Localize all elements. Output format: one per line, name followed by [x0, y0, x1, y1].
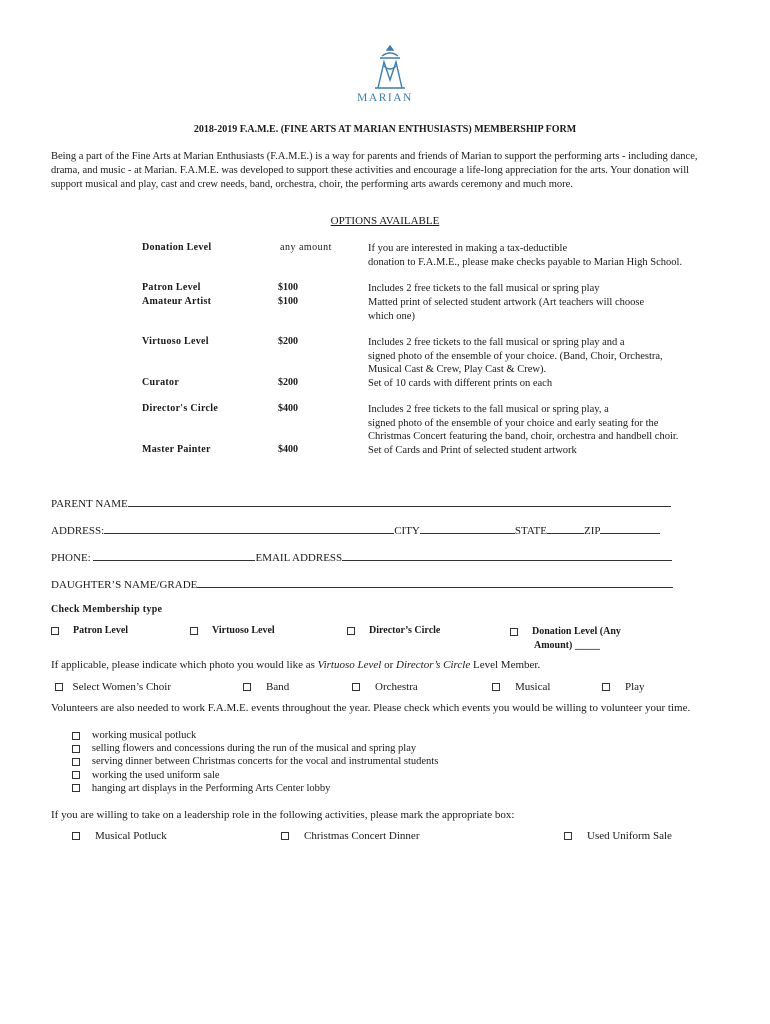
- photo-option-label: Play: [625, 681, 645, 693]
- level-desc-line: Includes 2 free tickets to the fall musical or spring play and a: [368, 337, 625, 348]
- level-desc-line: If you are interested in making a tax-deductible: [368, 243, 568, 254]
- intro-paragraph: Being a part of the Fine Arts at Marian Enthusiasts (F.A.M.E.) is a way for parents and friends of Marian to support the performing arts - including dance, drama, and music - at Marian. F.A.M.E. was developed to support these activities and encourage a life-long appreciation for the arts. Your donation will support musical and play, cast and crew needs, band, orchestra, choir, the performing arts awards ceremony and much more.: [51, 151, 698, 190]
- volunteer-item-label: hanging art displays in the Performing Arts Center lobby: [91, 782, 331, 794]
- leadership-prompt: If you are willing to take on a leadership role in the following activities, please mark the appropriate box:: [51, 809, 515, 821]
- level-amount: $100: [278, 296, 298, 307]
- photo-prompt-text: If applicable, please indicate which photo you would like as: [51, 659, 318, 671]
- photo-prompt-directors: Director’s Circle: [396, 659, 471, 671]
- city-field[interactable]: [420, 522, 515, 534]
- address-row: [51, 522, 681, 537]
- level-desc: [368, 282, 600, 296]
- checkbox[interactable]: [243, 683, 251, 691]
- daughter-label: DAUGHTER’S NAME/GRADE: [51, 579, 198, 591]
- volunteer-item-label: serving dinner between Christmas concerts for the vocal and instrumental students: [91, 756, 439, 768]
- checkbox[interactable]: [72, 784, 80, 792]
- volunteer-item-label: working musical potluck: [91, 730, 197, 741]
- zip-label: ZIP: [583, 525, 601, 537]
- volunteer-item-label: selling flowers and concessions during the run of the musical and spring play: [91, 743, 417, 755]
- volunteer-item[interactable]: [72, 742, 438, 755]
- checkbox[interactable]: [72, 771, 80, 779]
- photo-option-band[interactable]: [243, 681, 289, 693]
- photo-option-label: Musical: [515, 681, 551, 693]
- leadership-option-label: Christmas Concert Dinner: [304, 830, 420, 842]
- volunteer-prompt: Volunteers are also needed to work F.A.M.E. events throughout the year. Please check which events you would be willing to volunteer your time.: [51, 702, 691, 714]
- volunteer-item[interactable]: [72, 769, 438, 782]
- address-field[interactable]: [104, 522, 394, 534]
- level-desc-line: Set of 10 cards with different prints on each: [368, 378, 553, 389]
- photo-prompt-text: Level Member.: [470, 659, 541, 671]
- address-label: ADDRESS:: [51, 525, 105, 537]
- membership-option-label: Virtuoso Level: [212, 625, 275, 636]
- state-field[interactable]: [547, 522, 584, 534]
- level-desc: [368, 296, 644, 323]
- photo-prompt-text: or: [381, 659, 396, 671]
- level-desc-line: Matted print of selected student artwork (Art teachers will choose: [368, 297, 645, 308]
- checkbox[interactable]: [72, 832, 80, 840]
- photo-option-label: Orchestra: [375, 681, 418, 693]
- level-desc: [368, 242, 682, 269]
- membership-heading: Check Membership type: [51, 604, 163, 615]
- level-desc-line: Set of Cards and Print of selected student artwork: [368, 445, 577, 456]
- email-label: EMAIL ADDRESS: [255, 552, 343, 564]
- membership-option-patron[interactable]: [51, 625, 128, 636]
- level-desc-line: signed photo of the ensemble of your choice and early seating for the: [368, 417, 659, 429]
- level-desc-line: donation to F.A.M.E., please make checks payable to Marian High School.: [368, 256, 683, 268]
- volunteer-item[interactable]: [72, 782, 438, 795]
- form-title: 2018-2019 F.A.M.E. (FINE ARTS AT MARIAN ENTHUSIASTS) MEMBERSHIP FORM: [193, 124, 577, 135]
- parent-name-field[interactable]: [128, 495, 671, 507]
- level-amount: $200: [278, 336, 298, 347]
- level-name: Master Painter: [142, 444, 211, 455]
- level-amount: $100: [278, 282, 298, 293]
- photo-prompt: [51, 659, 540, 671]
- checkbox[interactable]: [510, 628, 518, 636]
- volunteer-item[interactable]: [72, 729, 438, 742]
- phone-row: [51, 549, 681, 564]
- options-title: OPTIONS AVAILABLE: [330, 215, 440, 227]
- leadership-option-potluck[interactable]: [72, 830, 167, 842]
- level-name: Director's Circle: [142, 403, 219, 414]
- membership-option-label: Patron Level: [73, 625, 129, 636]
- checkbox[interactable]: [281, 832, 289, 840]
- city-label: CITY: [394, 525, 420, 537]
- membership-option-label: Director’s Circle: [369, 625, 441, 636]
- daughter-field[interactable]: [197, 576, 673, 588]
- level-desc: [368, 377, 552, 391]
- volunteer-item[interactable]: [72, 755, 438, 768]
- email-field[interactable]: [342, 549, 672, 561]
- level-name: Curator: [142, 377, 180, 388]
- membership-option-label-line2: Amount) _____: [534, 640, 600, 651]
- membership-option-directors[interactable]: [347, 625, 440, 636]
- level-name: Patron Level: [142, 282, 201, 293]
- volunteer-item-label: working the used uniform sale: [91, 769, 220, 781]
- zip-field[interactable]: [600, 522, 660, 534]
- level-desc: [368, 444, 577, 458]
- membership-option-donation[interactable]: [510, 625, 621, 653]
- checkbox[interactable]: [72, 758, 80, 766]
- level-amount: $200: [278, 377, 298, 388]
- level-desc-line: Includes 2 free tickets to the fall musical or spring play, a: [368, 404, 609, 415]
- photo-option-orchestra[interactable]: [352, 681, 418, 693]
- checkbox[interactable]: [72, 745, 80, 753]
- photo-option-label: Band: [266, 681, 290, 693]
- checkbox[interactable]: [190, 627, 198, 635]
- level-desc: [368, 336, 663, 377]
- logo-text: MARIAN: [357, 92, 413, 104]
- daughter-row: [51, 576, 681, 591]
- level-name: Donation Level: [142, 242, 212, 253]
- membership-option-virtuoso[interactable]: [190, 625, 275, 636]
- level-desc-line: Includes 2 free tickets to the fall musical or spring play: [368, 283, 600, 294]
- leadership-option-label: Used Uniform Sale: [587, 830, 672, 842]
- photo-option-play[interactable]: [602, 681, 645, 693]
- level-amount: $400: [278, 444, 298, 455]
- photo-option-musical[interactable]: [492, 681, 550, 693]
- leadership-option-dinner[interactable]: [281, 830, 419, 842]
- leadership-option-label: Musical Potluck: [95, 830, 167, 842]
- checkbox[interactable]: [602, 683, 610, 691]
- phone-field[interactable]: [93, 549, 255, 561]
- level-desc-line: Christmas Concert featuring the band, choir, orchestra and handbell choir.: [368, 431, 679, 443]
- membership-option-label: Donation Level (Any: [532, 626, 621, 637]
- parent-name-label: PARENT NAME: [51, 498, 128, 510]
- checkbox[interactable]: [564, 832, 572, 840]
- photo-option-label: Select Women’s Choir: [72, 681, 172, 693]
- level-amount: $400: [278, 403, 298, 414]
- leadership-option-uniform[interactable]: [564, 830, 672, 842]
- level-desc: [368, 403, 678, 444]
- photo-prompt-virtuoso: Virtuoso Level: [317, 659, 382, 671]
- checkbox[interactable]: [492, 683, 500, 691]
- volunteer-list: [72, 729, 438, 795]
- checkbox[interactable]: [51, 627, 59, 635]
- checkbox[interactable]: [72, 732, 80, 740]
- level-desc-line: which one): [368, 310, 415, 322]
- photo-option-choir[interactable]: [55, 681, 171, 693]
- level-desc-line: signed photo of the ensemble of your choice. (Band, Choir, Orchestra,: [368, 350, 663, 362]
- level-desc-line: Musical Cast & Crew, Play Cast & Crew).: [368, 364, 547, 376]
- phone-label: PHONE:: [51, 552, 91, 564]
- level-amount: any amount: [280, 242, 332, 253]
- checkbox[interactable]: [55, 683, 63, 691]
- checkbox[interactable]: [352, 683, 360, 691]
- checkbox[interactable]: [347, 627, 355, 635]
- level-name: Amateur Artist: [142, 296, 212, 307]
- level-name: Virtuoso Level: [142, 336, 209, 347]
- parent-name-row: [51, 495, 681, 510]
- state-label: STATE: [514, 525, 547, 537]
- marian-crown-m-logo-icon: [360, 44, 420, 96]
